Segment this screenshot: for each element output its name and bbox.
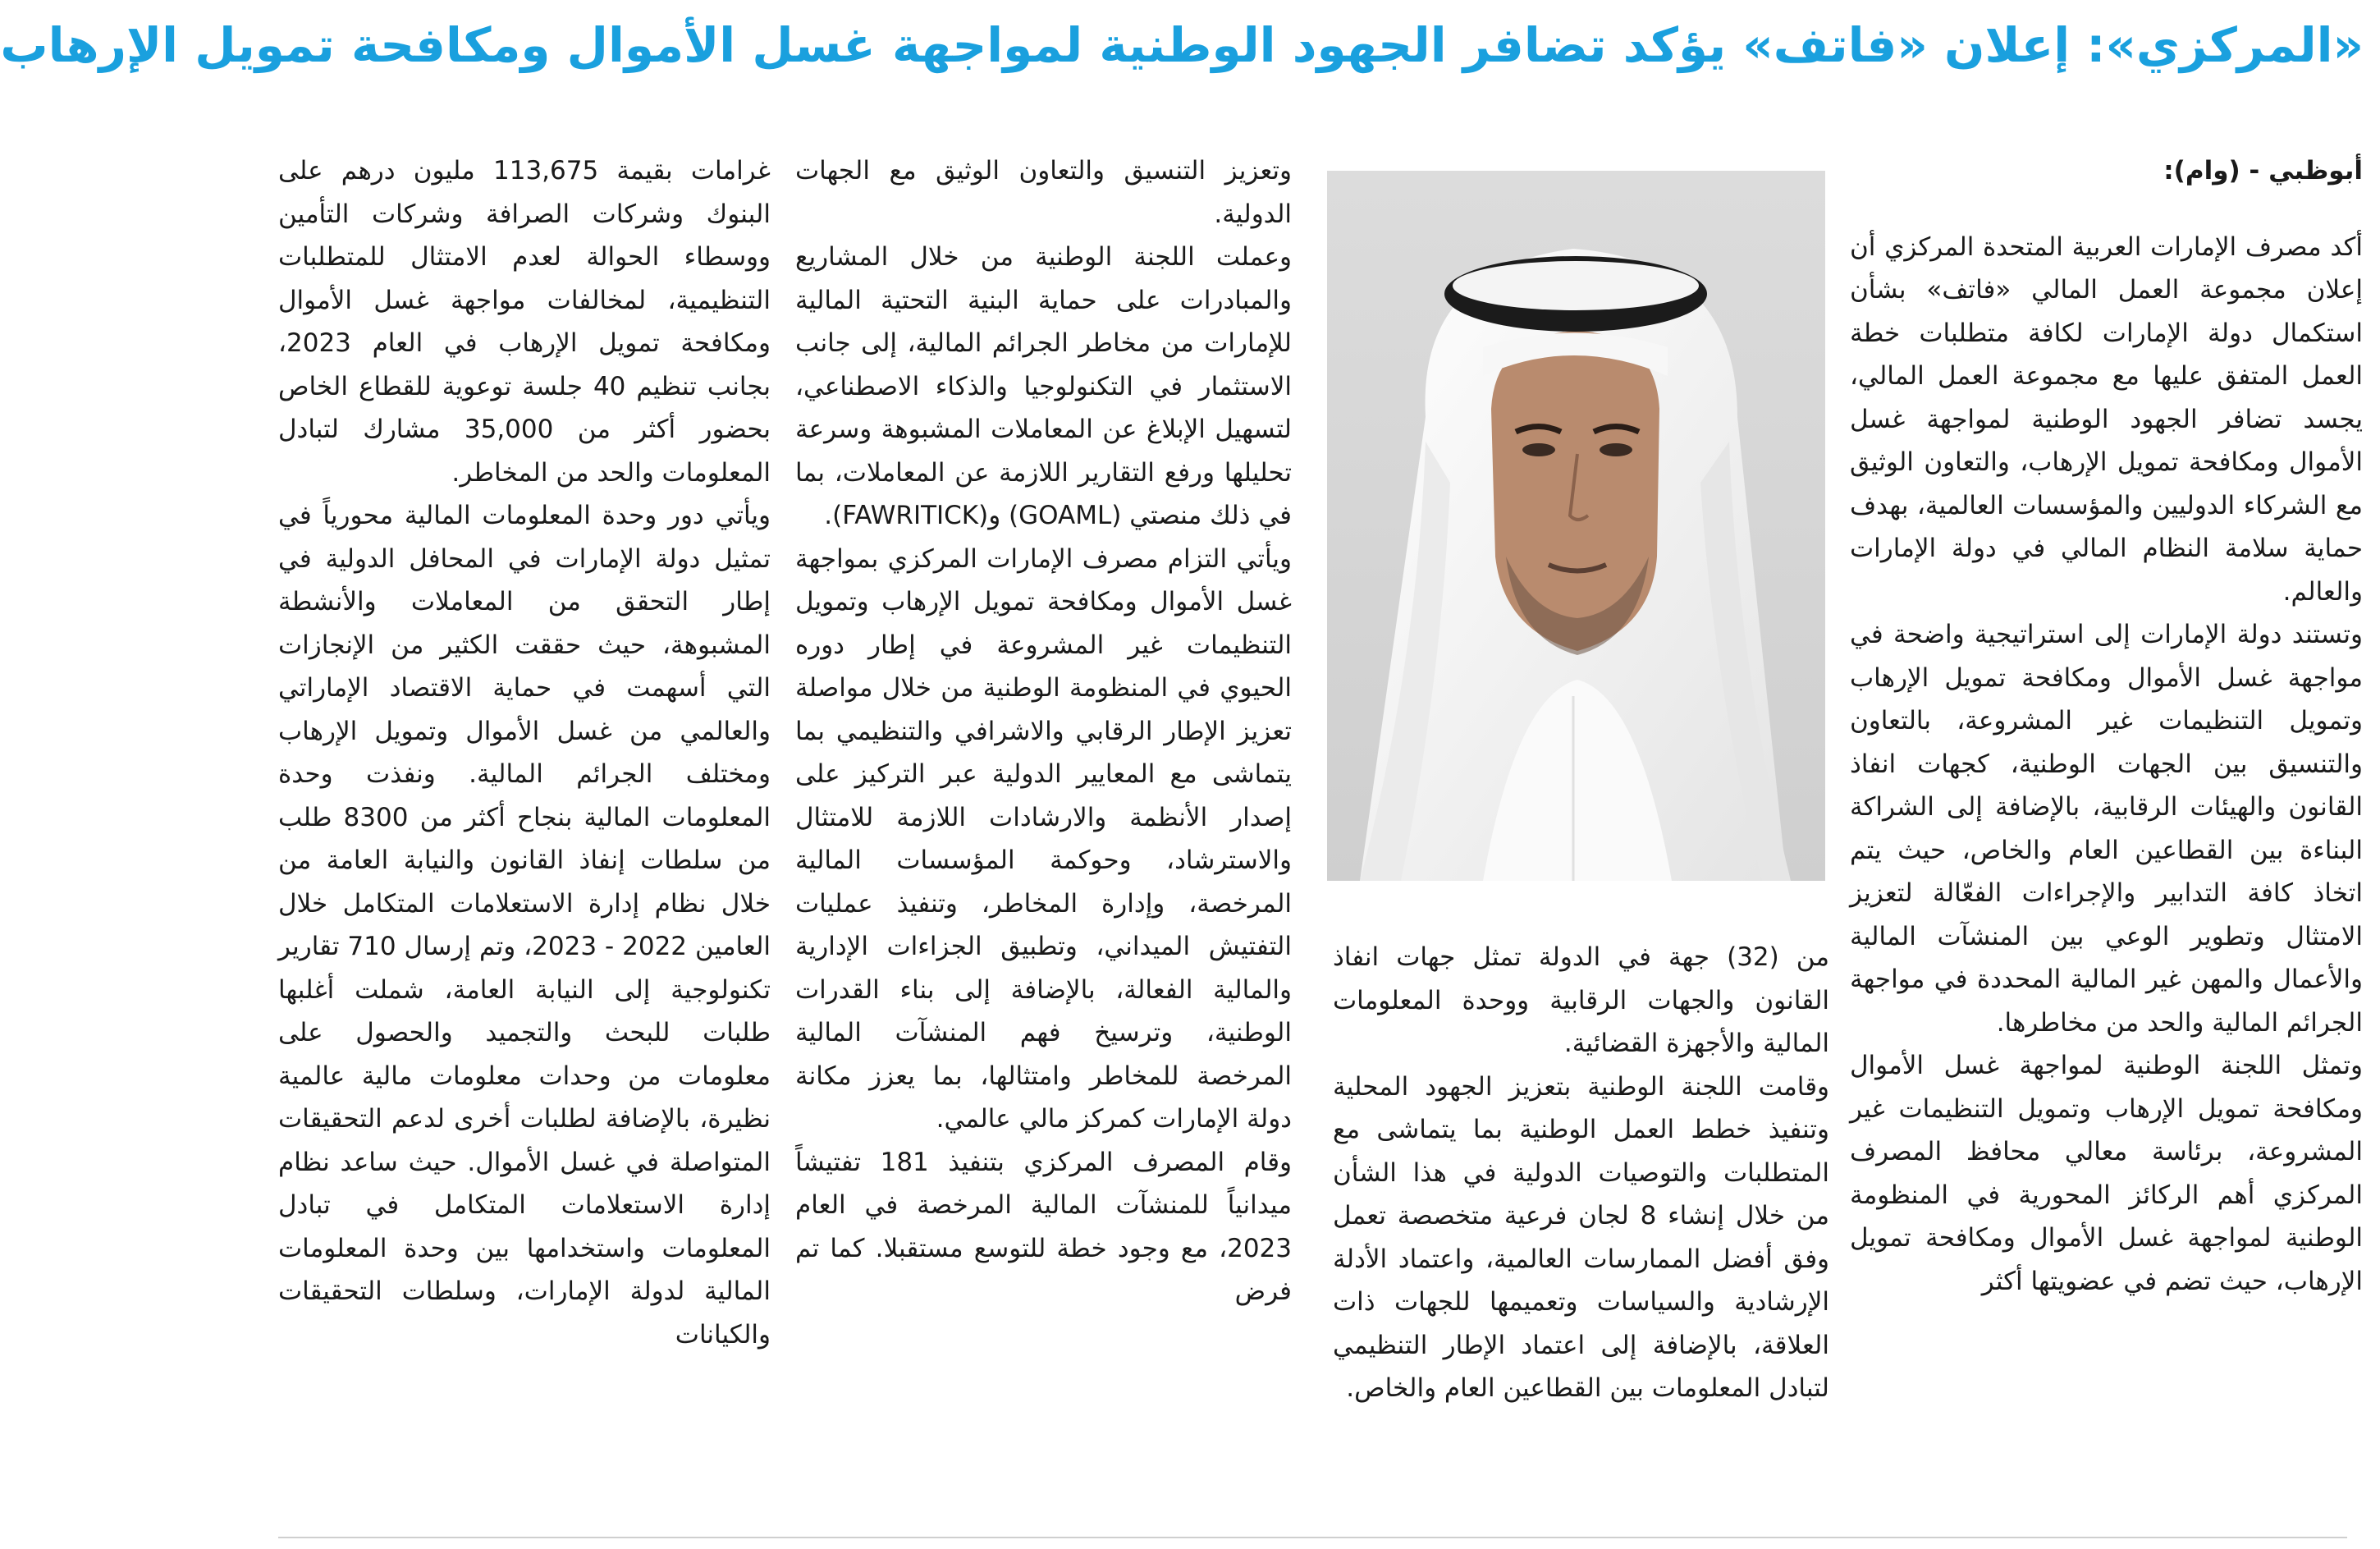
byline: أبوظبي - (وام): — [2163, 156, 2363, 186]
article-column-2 — [1333, 936, 1829, 1533]
article-column-4 — [278, 149, 771, 1533]
column-2-text: من (32) جهة في الدولة تمثل جهات انفاذ القانون والجهات الرقابية ووحدة المعلومات المالية والأجهزة القضائية. وقامت اللجنة الوطنية بتعزيز الجهود المحلية وتنفيذ خطط العمل الوطنية بما يتماشى مع المتطلبات والتوصيات الدولية في هذا الشأن من خلال إنشاء 8 لجان فرعية متخصصة تعمل وفق أفضل الممارسات العالمية، واعتماد الأدلة الإرشادية والسياسات وتعميمها للجهات ذات العلاقة، بالإضافة إلى اعتماد الإطار التنظيمي لتبادل المعلومات بين القطاعين العام والخاص. — [1333, 942, 1829, 1403]
portrait-photo — [1327, 171, 1825, 881]
article-column-1 — [1850, 149, 2363, 1533]
portrait-illustration — [1327, 171, 1825, 881]
column-1-text: أكد مصرف الإمارات العربية المتحدة المركزي أن إعلان مجموعة العمل المالي «فاتف» بشأن استكمال دولة الإمارات لكافة متطلبات خطة العمل المتفق عليها مع مجموعة العمل المالي، يجسد تضافر الجهود الوطنية لمواجهة غسل الأموال ومكافحة تمويل الإرهاب، والتعاون الوثيق مع الشركاء الدوليين والمؤسسات العالمية، بهدف حماية سلامة النظام المالي في دولة الإمارات والعالم. وتستند دولة الإمارات إلى استراتيجية واضحة في مواجهة غسل الأموال ومكافحة تمويل الإرهاب وتمويل التنظيمات غير المشروعة، بالتعاون والتنسيق بين الجهات الوطنية، كجهات انفاذ القانون والهيئات الرقابية، بالإضافة إلى الشراكة البناءة بين القطاعين العام والخاص، حيث يتم اتخاذ كافة التدابير والإجراءات الفعّالة لتعزيز الامتثال وتطوير الوعي بين المنشآت المالية والأعمال والمهن غير المالية المحددة في مواجهة الجرائم المالية والحد من مخاطرها. وتمثل اللجنة الوطنية لمواجهة غسل الأموال ومكافحة تمويل الإرهاب وتمويل التنظيمات غير المشروعة، برئاسة معالي محافظ المصرف المركزي أهم الركائز المحورية في المنظومة الوطنية لمواجهة غسل الأموال ومكافحة تمويل الإرهاب، حيث تضم في عضويتها أكثر — [1850, 231, 2363, 1296]
bottom-divider — [278, 1537, 2347, 1538]
article-headline: «المركزي»: إعلان «فاتف» يؤكد تضافر الجهود الوطنية لمواجهة غسل الأموال ومكافحة تمويل الإرهاب — [0, 17, 2364, 73]
column-3-text: وتعزيز التنسيق والتعاون الوثيق مع الجهات الدولية. وعملت اللجنة الوطنية من خلال المشاريع والمبادرات على حماية البنية التحتية المالية للإمارات من مخاطر الجرائم المالية، إلى جانب الاستثمار في التكنولوجيا والذكاء الاصطناعي، لتسهيل الإبلاغ عن المعاملات المشبوهة وسرعة تحليلها ورفع التقارير اللازمة عن المعاملات، بما في ذلك منصتي (GOAML) و(FAWRITICK). ويأتي التزام مصرف الإمارات المركزي بمواجهة غسل الأموال ومكافحة تمويل الإرهاب وتمويل التنظيمات غير المشروعة في إطار دوره الحيوي في المنظومة الوطنية من خلال مواصلة تعزيز الإطار الرقابي والاشرافي والتنظيمي بما يتماشى مع المعايير الدولية عبر التركيز على إصدار الأنظمة والارشادات اللازمة للامتثال والاسترشاد، وحوكمة المؤسسات المالية المرخصة، وإدارة المخاطر، وتنفيذ عمليات التفتيش الميداني، وتطبيق الجزاءات الإدارية والمالية الفعالة، بالإضافة إلى بناء القدرات الوطنية، وترسيخ فهم المنشآت المالية المرخصة للمخاطر وامتثالها، بما يعزز مكانة دولة الإمارات كمركز مالي عالمي. وقام المصرف المركزي بتنفيذ 181 تفتيشاً ميدانياً للمنشآت المالية المرخصة في العام 2023، مع وجود خطة للتوسع مستقبلا. كما تم فرض — [795, 156, 1292, 1306]
column-4-text: غرامات بقيمة 113,675 مليون درهم على البنوك وشركات الصرافة وشركات التأمين ووسطاء الحوالة لعدم الامتثال للمتطلبات التنظيمية، لمخالفات مواجهة غسل الأموال ومكافحة تمويل الإرهاب في العام 2023، بجانب تنظيم 40 جلسة توعوية للقطاع الخاص بحضور أكثر من 35,000 مشارك لتبادل المعلومات والحد من المخاطر. ويأتي دور وحدة المعلومات المالية محورياً في تمثيل دولة الإمارات في المحافل الدولية في إطار التحقق من المعاملات والأنشطة المشبوهة، حيث حققت الكثير من الإنجازات التي أسهمت في حماية الاقتصاد الإماراتي والعالمي من غسل الأموال وتمويل الإرهاب ومختلف الجرائم المالية. ونفذت وحدة المعلومات المالية بنجاح أكثر من 8300 طلب من سلطات إنفاذ القانون والنيابة العامة من خلال نظام إدارة الاستعلامات المتكامل خلال العامين 2022 - 2023، وتم إرسال 710 تقارير تكنولوجية إلى النيابة العامة، شملت أغلبها طلبات للبحث والتجميد والحصول على معلومات من وحدات معلومات مالية عالمية نظيرة، بالإضافة لطلبات أخرى لدعم التحقيقات المتواصلة في غسل الأموال. حيث ساعد نظام إدارة الاستعلامات المتكامل في تبادل المعلومات واستخدامها بين وحدة المعلومات المالية لدولة الإمارات، وسلطات التحقيقات والكيانات — [278, 156, 771, 1350]
article-column-3 — [795, 149, 1292, 1533]
